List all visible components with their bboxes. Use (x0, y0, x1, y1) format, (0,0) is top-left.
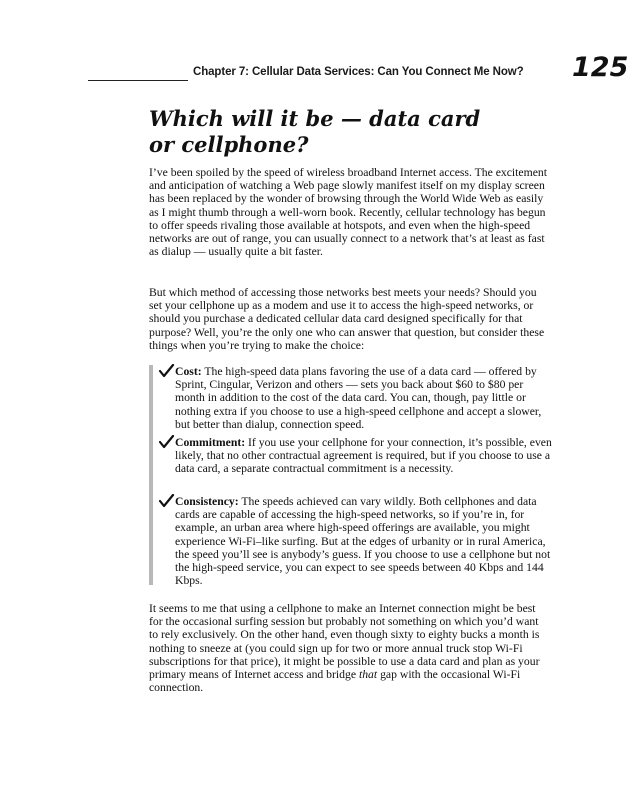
check-mark-icon (159, 494, 175, 508)
bullet-term: Commitment: (175, 436, 246, 449)
conclusion-text-end: gap with the occasional Wi-Fi connection. (149, 668, 521, 695)
paragraph-question: But which method of accessing those networks best meets your needs? Should you set your cellphone up as a modem and use it to access the high-speed networks, or should you purchase a dedicated cellular data card designed specifically for that purpose? Well, you’re the only one who can answer that question, but consider these things when you’re trying to make the choice: (149, 286, 545, 352)
conclusion-emphasis: that (358, 668, 378, 682)
header-rule (88, 80, 188, 81)
paragraph-intro: I’ve been spoiled by the speed of wireless broadband Internet access. The excitement and anticipation of watching a Web page slowly manifest itself on my display screen has been replaced by the wonder of browsing through the World Wide Web as easily as I might thumb through a well-worn book. Recently, cellular technology has begun to offer speeds rivaling those available at hotspots, and even when the high-speed networks are out of range, you can usually connect to a network that’s at least as fast as dialup — usually quite a bit faster. (149, 166, 547, 259)
section-title-line-2: or cellphone? (149, 132, 309, 157)
conclusion-text-start: It seems to me that using a cellphone to make an Internet connection might be best for the occasional surfing session but probably not something on which you’d want to rely exclusively. On the other hand, even though sixty to eighty bucks a month is nothing to sneeze at (you could sign up for two or more annual truck stop Wi-Fi subscriptions for that price), it might be possible to use a data card and plan as your primary means of Internet access and bridge (149, 602, 540, 682)
section-title (149, 106, 569, 158)
bullet-text (175, 495, 555, 587)
bullet-body: The high-speed data plans favoring the use of a data card — offered by Sprint, Cingular, Verizon and others — sets you back about $60 to $80 per month in addition to the cost of the data card. You can, though, pay little or nothing extra if you choose to use a high-speed cellphone and accept a slower, but better than dialup, connection speed. (175, 365, 542, 431)
bullet-list-sidebar (149, 365, 153, 585)
page-number: 125 (572, 52, 629, 83)
bullet-text (175, 436, 555, 476)
section-title-line-1: Which will it be — data card (149, 106, 481, 131)
bullet-term: Consistency: (175, 495, 239, 508)
running-header: Chapter 7: Cellular Data Services: Can You Connect Me Now? (193, 66, 524, 78)
bullet-item-commitment (159, 436, 555, 476)
bullet-body: If you use your cellphone for your connection, it’s possible, even likely, that no other contractual agreement is required, but if you choose to use a data card, a separate contractual commitment is a necessity. (175, 436, 552, 476)
bullet-term: Cost: (175, 365, 202, 378)
paragraph-conclusion (149, 602, 549, 694)
bullet-body: The speeds achieved can vary wildly. Both cellphones and data cards are capable of accessing the high-speed networks, so if you’re in, for example, an urban area where high-speed offerings are available, you might experience Wi-Fi–like surfing. But at the edges of urbanity or in rural America, the speed you’ll see is anybody’s guess. If you choose to use a cellphone but not the high-speed service, you can expect to see speeds between 40 Kbps and 144 Kbps. (175, 495, 551, 588)
check-mark-icon (159, 364, 175, 378)
bullet-text (175, 365, 555, 431)
bullet-item-consistency (159, 495, 555, 587)
check-mark-icon (159, 435, 175, 449)
bullet-item-cost (159, 365, 555, 431)
